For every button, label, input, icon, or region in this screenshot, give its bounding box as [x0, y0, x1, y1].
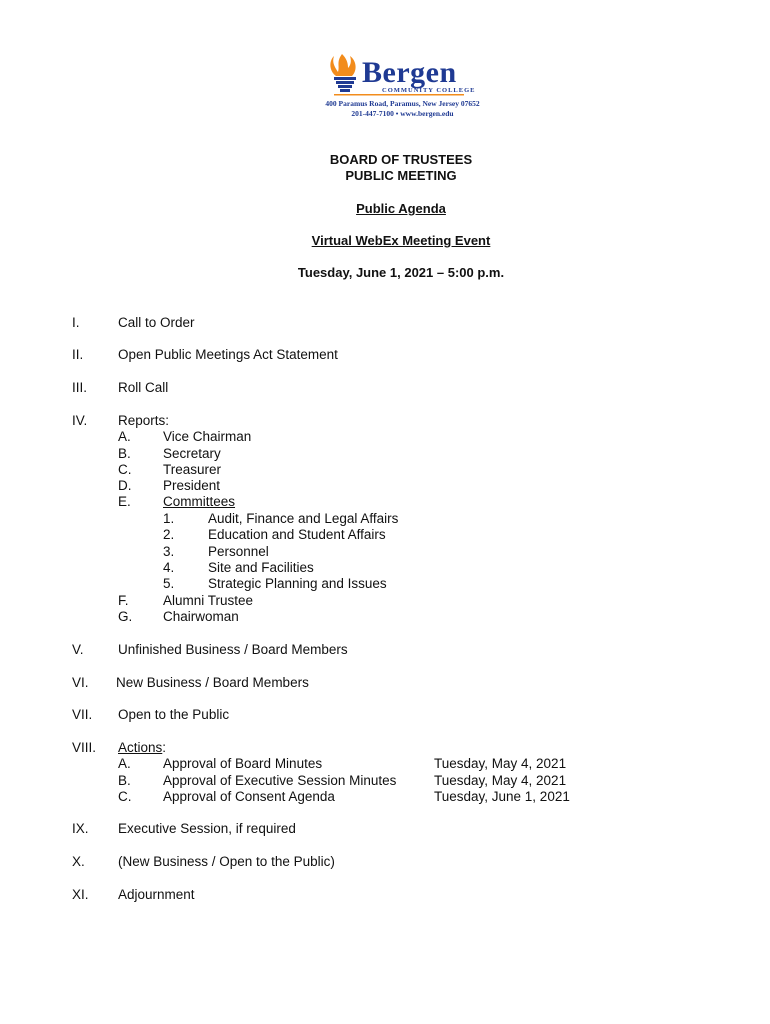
report-committees: Committees	[163, 494, 236, 509]
sub-letter: D.	[118, 478, 132, 493]
item-roll-call: Roll Call	[118, 380, 169, 395]
item-unfinished-business: Unfinished Business / Board Members	[118, 642, 348, 657]
item-number: III.	[72, 380, 88, 395]
public-agenda-heading: Public Agenda	[356, 201, 446, 216]
item-number: I.	[72, 315, 80, 330]
actions-label: Actions	[118, 740, 163, 755]
item-number: VII.	[72, 707, 93, 722]
item-opma-statement: Open Public Meetings Act Statement	[118, 347, 338, 362]
report-secretary: Secretary	[163, 446, 221, 461]
report-chairwoman: Chairwoman	[163, 609, 239, 624]
item-actions	[118, 740, 166, 755]
committee-audit-finance: Audit, Finance and Legal Affairs	[208, 511, 399, 526]
item-reports: Reports:	[118, 413, 170, 428]
report-vice-chairman: Vice Chairman	[163, 429, 252, 444]
committee-personnel: Personnel	[208, 544, 269, 559]
sub-letter: C.	[118, 789, 132, 804]
sub-letter: E.	[118, 494, 131, 509]
address-block	[315, 99, 490, 119]
sub-letter: B.	[118, 773, 131, 788]
item-number: XI.	[72, 887, 89, 902]
item-number: VI.	[72, 675, 89, 690]
item-new-business: New Business / Board Members	[116, 675, 309, 690]
event-heading: Virtual WebEx Meeting Event	[311, 233, 491, 248]
item-new-business-public: (New Business / Open to the Public)	[118, 854, 335, 869]
committee-education: Education and Student Affairs	[208, 527, 386, 542]
report-alumni-trustee: Alumni Trustee	[163, 593, 254, 608]
contact-line: 201-447-7100 • www.bergen.edu	[351, 109, 454, 118]
committee-number: 4.	[163, 560, 175, 575]
actions-colon: :	[162, 740, 167, 755]
committee-number: 2.	[163, 527, 175, 542]
sub-letter: B.	[118, 446, 131, 461]
item-adjournment: Adjournment	[118, 887, 195, 902]
address-line: 400 Paramus Road, Paramus, New Jersey 07652	[325, 99, 480, 108]
action-consent-agenda: Approval of Consent Agenda	[163, 789, 335, 804]
title-line-2: PUBLIC MEETING	[345, 168, 457, 183]
action-board-minutes: Approval of Board Minutes	[163, 756, 323, 771]
sub-letter: A.	[118, 756, 131, 771]
committee-number: 5.	[163, 576, 175, 591]
meeting-date: Tuesday, June 1, 2021 – 5:00 p.m.	[297, 265, 505, 280]
title-line-1: BOARD OF TRUSTEES	[329, 152, 473, 167]
item-number: II.	[72, 347, 84, 362]
committee-site-facilities: Site and Facilities	[208, 560, 314, 575]
committee-number: 3.	[163, 544, 175, 559]
action-date: Tuesday, May 4, 2021	[434, 773, 567, 788]
committee-strategic-planning: Strategic Planning and Issues	[208, 576, 387, 591]
item-number: IV.	[72, 413, 88, 428]
report-president: President	[163, 478, 221, 493]
logo-subtitle: COMMUNITY COLLEGE	[382, 87, 476, 94]
action-date: Tuesday, May 4, 2021	[434, 756, 567, 771]
action-date: Tuesday, June 1, 2021	[434, 789, 570, 804]
item-number: IX.	[72, 821, 89, 836]
item-call-to-order: Call to Order	[118, 315, 195, 330]
item-number: V.	[72, 642, 84, 657]
item-open-to-public: Open to the Public	[118, 707, 230, 722]
item-executive-session: Executive Session, if required	[118, 821, 296, 836]
sub-letter: F.	[118, 593, 129, 608]
sub-letter: G.	[118, 609, 133, 624]
item-number: VIII.	[72, 740, 97, 755]
action-executive-minutes: Approval of Executive Session Minutes	[163, 773, 397, 788]
committee-number: 1.	[163, 511, 175, 526]
sub-letter: C.	[118, 462, 132, 477]
report-treasurer: Treasurer	[163, 462, 222, 477]
logo-wordmark: Bergen	[362, 56, 457, 89]
sub-letter: A.	[118, 429, 131, 444]
item-number: X.	[72, 854, 85, 869]
